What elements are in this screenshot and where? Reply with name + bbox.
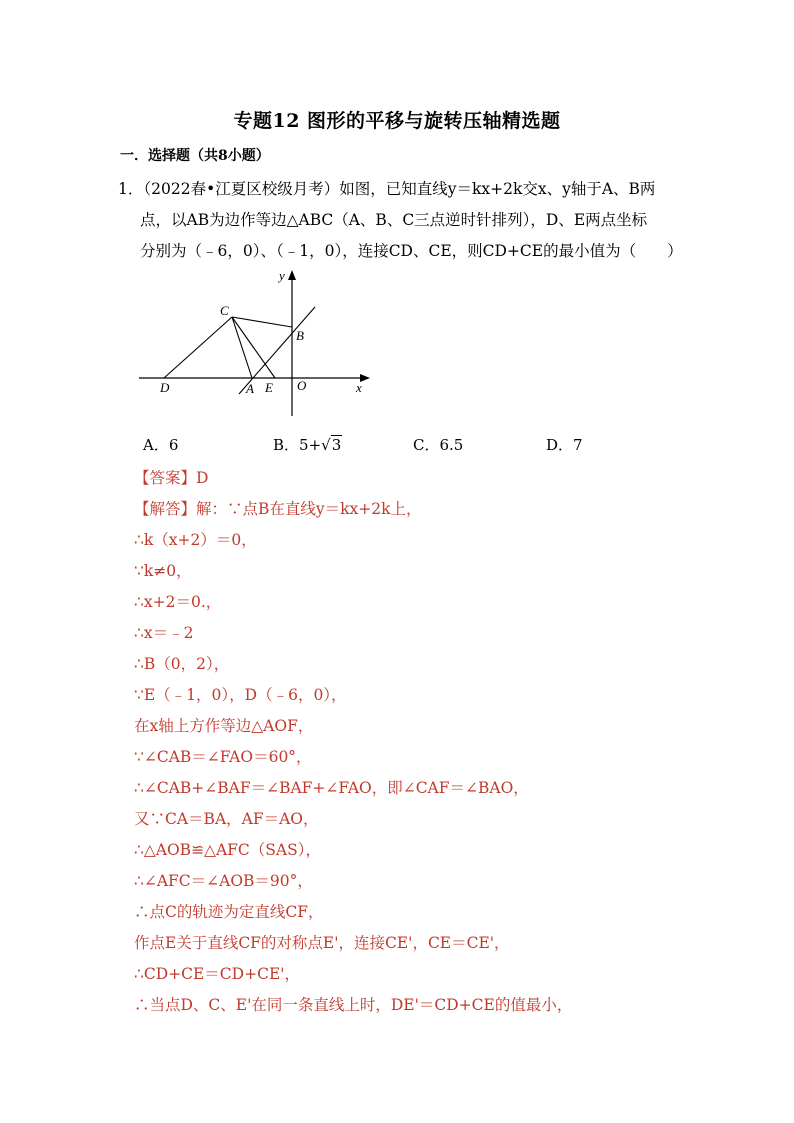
section-heading: 一．选择题（共8小题） (120, 148, 270, 164)
solution-row-0 (134, 497, 422, 519)
solution-line: ∴点C的轨迹为定直线CF， (134, 903, 324, 921)
sqrt-icon: √ (321, 436, 331, 454)
label-c: C (220, 303, 229, 318)
solution-line: ∴∠CAB+∠BAF＝∠BAF+∠FAO，即∠CAF＝∠BAO， (134, 779, 529, 797)
label-x: x (356, 380, 362, 395)
question-line-1 (118, 174, 678, 205)
y-axis-arrow (288, 270, 296, 280)
option-b-radicand: 3 (331, 436, 342, 454)
solution-line: ∵∠CAB＝∠FAO＝60°， (134, 748, 312, 766)
solution-line: ∴x+2＝0.， (134, 593, 222, 611)
answer-label: 【答案】 (134, 469, 197, 487)
solution-line: ∴k（x+2）＝0， (134, 531, 257, 549)
question-line-3: 分别为（﹣6，0）、（﹣1，0），连接CD、CE，则CD+CE的最小值为（ ） (140, 242, 683, 260)
answer-row (134, 466, 208, 488)
segment-ca (232, 317, 252, 378)
solution-line: 又∵CA＝BA，AF＝AO， (134, 810, 319, 828)
segment-dc (164, 317, 232, 378)
solution-label: 【解答】 (134, 500, 197, 518)
label-b: B (296, 328, 304, 343)
solution-line: 解：∵点B在直线y＝kx+2k上， (196, 500, 422, 518)
answer-value: D (196, 469, 209, 487)
solution-line: ∴当点D、C、E'在同一条直线上时，DE'＝CD+CE的值最小， (134, 996, 573, 1014)
option-b (273, 434, 342, 455)
solution-line: ∴x＝﹣2 (134, 624, 194, 642)
label-y: y (279, 268, 285, 283)
solution-line: ∴∠AFC＝∠AOB＝90°， (134, 872, 313, 890)
label-o: O (297, 378, 307, 393)
option-c: C．6.5 (413, 436, 464, 454)
solution-line: ∴B（0，2）， (134, 655, 230, 673)
label-a: A (246, 381, 254, 396)
page-title: 专题12 图形的平移与旋转压轴精选题 (233, 110, 561, 132)
question-text-1: 如图，已知直线y＝kx+2k交x、y轴于A、B两 (339, 180, 656, 198)
question-line-2: 点，以AB为边作等边△ABC（A、B、C三点逆时针排列），D、E两点坐标 (140, 211, 648, 229)
solution-line: ∵k≠0， (134, 562, 192, 580)
geometry-figure (134, 266, 374, 416)
solution-line: ∴CD+CE＝CD+CE'， (134, 965, 301, 983)
label-d: D (160, 380, 170, 395)
option-d: D．7 (546, 436, 583, 454)
solution-line: ∵E（﹣1，0），D（﹣6，0）， (134, 686, 347, 704)
solution-line: ∴△AOB≌△AFC（SAS）， (134, 841, 321, 859)
question-source: （2022春•江夏区校级月考） (143, 180, 340, 198)
option-a: A．6 (143, 436, 179, 454)
solution-line: 在x轴上方作等边△AOF， (134, 717, 314, 735)
segment-ce (232, 317, 275, 378)
segment-cb (232, 317, 292, 327)
option-b-prefix: B．5+ (273, 436, 322, 454)
label-e: E (265, 380, 273, 395)
question-number: 1． (118, 180, 144, 198)
solution-line: 作点E关于直线CF的对称点E'，连接CE'，CE＝CE'， (134, 934, 510, 952)
question-1 (118, 174, 683, 267)
